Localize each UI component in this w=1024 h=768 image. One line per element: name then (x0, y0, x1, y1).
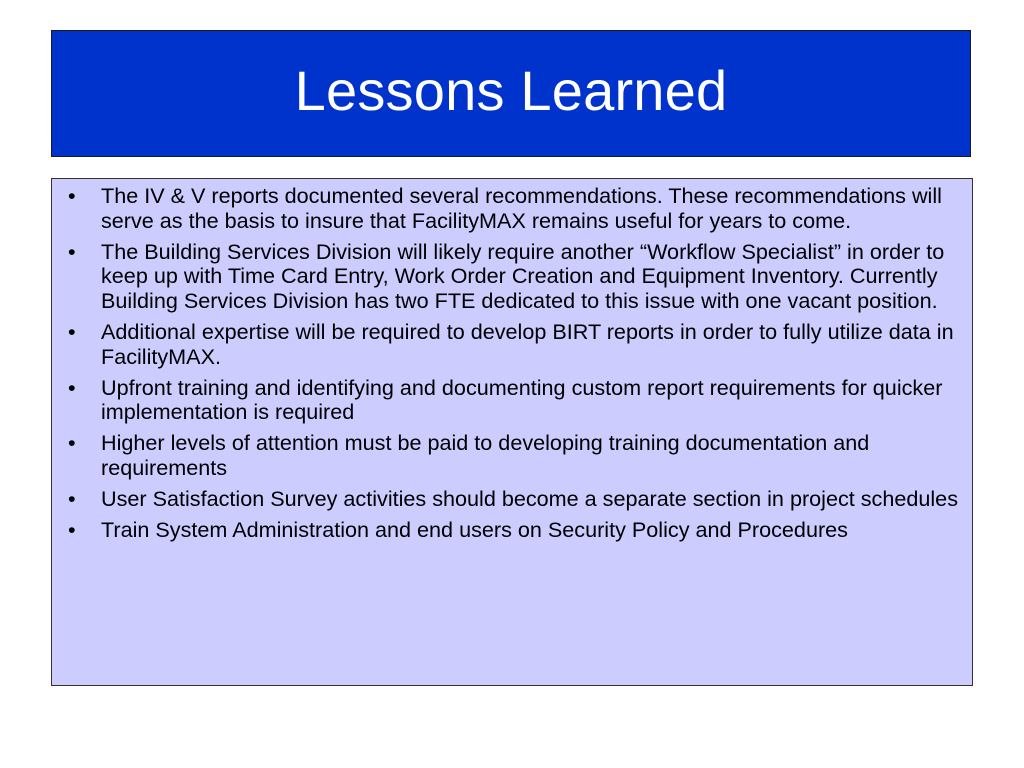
list-item-text: The Building Services Division will likely require another “Workflow Specialist” in order to keep up with Time Card Entry, Work Order Creation and Equipment Inventory. Currently Building Services Division has two FTE dedicated to this issue with one vacant position. (101, 238, 945, 313)
list-item-text: The IV & V reports documented several recommendations. These recommendations will serve as the basis to insure that FacilityMAX remains useful for years to come. (101, 183, 942, 233)
bullet-icon: • (68, 374, 76, 400)
list-item-text: Train System Administration and end users on Security Policy and Procedures (101, 517, 848, 543)
list-item (60, 487, 964, 512)
list-item (60, 184, 964, 233)
bullet-icon: • (68, 430, 76, 456)
list-item (60, 240, 964, 314)
list-item-text: Additional expertise will be required to develop BIRT reports in order to fully utilize data in FacilityMAX. (101, 318, 954, 369)
list-item-text: Upfront training and identifying and documenting custom report requirements for quicker implementation is required (101, 374, 943, 425)
bullet-list (60, 184, 964, 543)
list-item (60, 518, 964, 543)
bullet-icon: • (68, 183, 76, 208)
bullet-icon: • (68, 238, 76, 264)
bullet-icon: • (68, 318, 76, 344)
list-item-text: User Satisfaction Survey activities should become a separate section in project schedules (101, 486, 958, 512)
list-item (60, 431, 964, 480)
list-item (60, 376, 964, 425)
content-panel (51, 178, 973, 686)
bullet-icon: • (68, 486, 76, 512)
bullet-icon: • (68, 517, 76, 543)
list-item-text: Higher levels of attention must be paid to developing training documentation and requirements (101, 430, 870, 480)
slide-title: Lessons Learned (294, 59, 728, 122)
title-banner (51, 30, 971, 157)
list-item (60, 320, 964, 369)
